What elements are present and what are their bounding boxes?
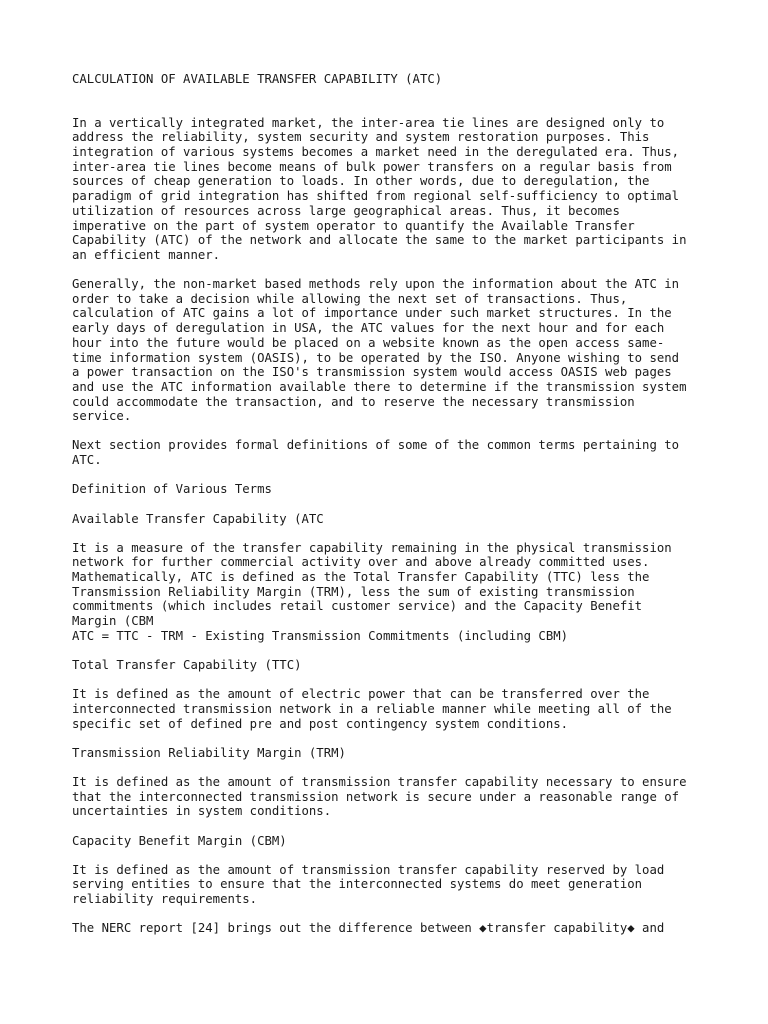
- paragraph-line: sources of cheap generation to loads. In other words, due to deregulation, the: [72, 174, 650, 189]
- section-heading: Definition of Various Terms: [72, 482, 272, 497]
- paragraph-line: address the reliability, system security and system restoration purposes. This: [72, 130, 650, 145]
- paragraph-line: imperative on the part of system operator to quantify the Available Transfer: [72, 218, 635, 233]
- paragraph-line: network for further commercial activity over and above already committed uses.: [72, 555, 650, 570]
- paragraph-line: It is defined as the amount of transmission transfer capability reserved by load: [72, 862, 665, 877]
- paragraph-line: utilization of resources across large geographical areas. Thus, it becomes: [72, 203, 620, 218]
- paragraph-line: ATC.: [72, 453, 102, 468]
- paragraph-line: an efficient manner.: [72, 247, 221, 262]
- paragraph-line: early days of deregulation in USA, the ATC values for the next hour and for each: [72, 321, 665, 336]
- paragraph-line: Capability (ATC) of the network and allocate the same to the market participants in: [72, 233, 687, 248]
- paragraph-line: It is a measure of the transfer capability remaining in the physical transmission: [72, 540, 672, 555]
- document-title: CALCULATION OF AVAILABLE TRANSFER CAPABILITY (ATC): [72, 72, 443, 86]
- paragraph-line: paradigm of grid integration has shifted from regional self-sufficiency to optimal: [72, 189, 680, 204]
- paragraph-line: and use the ATC information available there to determine if the transmission system: [72, 379, 687, 394]
- atc-paragraph: [72, 541, 712, 644]
- term-heading-atc: Available Transfer Capability (ATC: [72, 511, 324, 526]
- trm-paragraph: [72, 775, 712, 819]
- paragraph-line: Generally, the non-market based methods rely upon the information about the ATC in: [72, 277, 680, 292]
- term-heading-cbm: Capacity Benefit Margin (CBM): [72, 833, 287, 848]
- paragraph-line: that the interconnected transmission network is secure under a reasonable range of: [72, 789, 680, 804]
- nerc-paragraph: [72, 921, 712, 936]
- paragraph-line: Margin (CBM: [72, 614, 154, 629]
- paragraph-line: could accommodate the transaction, and to reserve the necessary transmission: [72, 394, 635, 409]
- paragraph-line: a power transaction on the ISO's transmission system would access OASIS web pages: [72, 365, 672, 380]
- paragraph-line: commitments (which includes retail customer service) and the Capacity Benefit: [72, 599, 643, 614]
- ttc-paragraph: [72, 687, 712, 731]
- paragraph-line: service.: [72, 409, 132, 424]
- paragraph-line: It is defined as the amount of transmission transfer capability necessary to ensure: [72, 774, 687, 789]
- paragraph-line: It is defined as the amount of electric power that can be transferred over the: [72, 687, 650, 702]
- paragraph-line: Transmission Reliability Margin (TRM), less the sum of existing transmission: [72, 584, 635, 599]
- paragraph-line: interconnected transmission network in a reliable manner while meeting all of the: [72, 701, 672, 716]
- paragraph-line: reliability requirements.: [72, 892, 258, 907]
- paragraph-line: In a vertically integrated market, the inter-area tie lines are designed only to: [72, 115, 665, 130]
- paragraph-line: time information system (OASIS), to be operated by the ISO. Anyone wishing to send: [72, 350, 680, 365]
- paragraph-line: hour into the future would be placed on a website known as the open access same-: [72, 335, 665, 350]
- atc-formula: ATC = TTC - TRM - Existing Transmission Commitments (including CBM): [72, 628, 569, 643]
- paragraph-line: specific set of defined pre and post contingency system conditions.: [72, 716, 569, 731]
- intro-paragraph: [72, 116, 712, 263]
- paragraph-line: order to take a decision while allowing the next set of transactions. Thus,: [72, 291, 628, 306]
- paragraph-line: integration of various systems becomes a market need in the deregulated era. Thus,: [72, 145, 680, 160]
- generally-paragraph: [72, 277, 712, 424]
- paragraph-line: serving entities to ensure that the interconnected systems do meet generation: [72, 877, 643, 892]
- paragraph-line: inter-area tie lines become means of bulk power transfers on a regular basis from: [72, 159, 672, 174]
- paragraph-line: Next section provides formal definitions of some of the common terms pertaining to: [72, 438, 680, 453]
- paragraph-line: uncertainties in system conditions.: [72, 804, 332, 819]
- paragraph-line: Mathematically, ATC is defined as the Total Transfer Capability (TTC) less the: [72, 570, 650, 585]
- paragraph-line: The NERC report [24] brings out the difference between ◆transfer capability◆ and: [72, 921, 665, 936]
- term-heading-ttc: Total Transfer Capability (TTC): [72, 658, 302, 672]
- term-heading-trm: Transmission Reliability Margin (TRM): [72, 745, 346, 760]
- paragraph-line: calculation of ATC gains a lot of importance under such market structures. In the: [72, 306, 672, 321]
- next-section-paragraph: [72, 438, 712, 467]
- cbm-paragraph: [72, 863, 712, 907]
- document-page: [72, 72, 712, 936]
